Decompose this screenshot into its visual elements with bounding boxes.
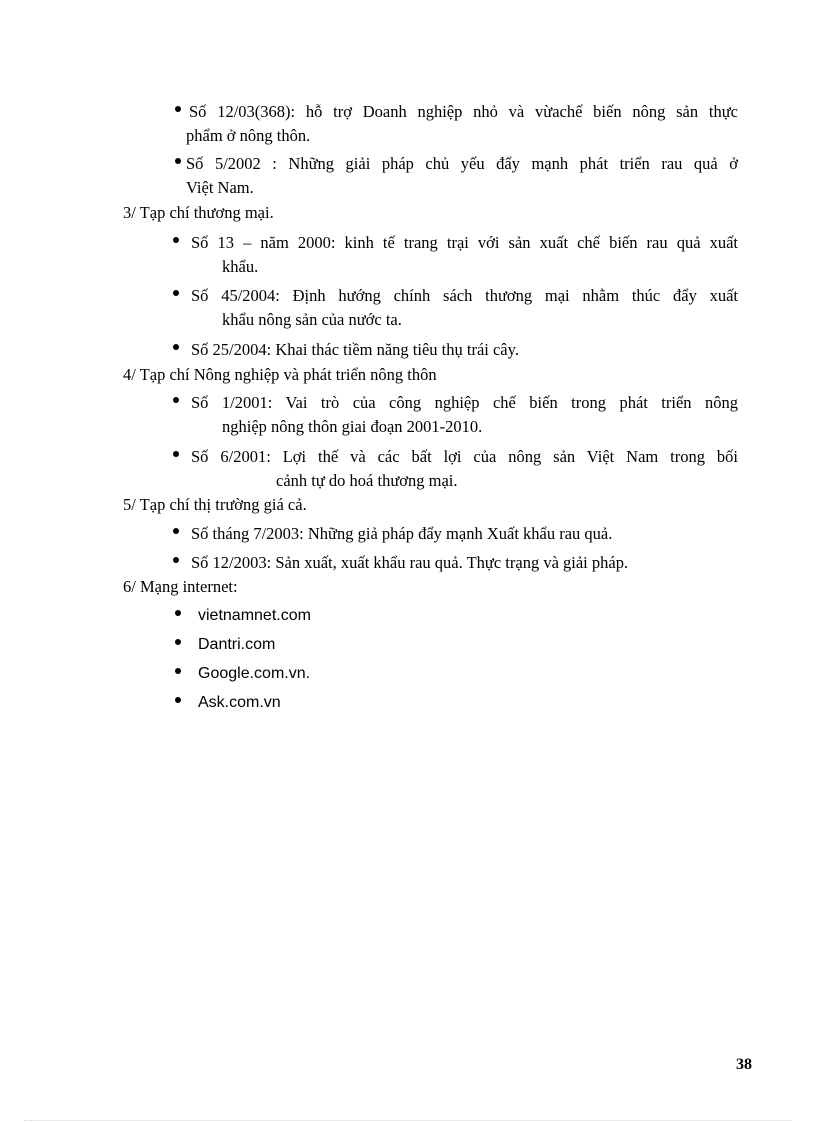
page-number: 38 [736,1056,752,1073]
bullet-icon [175,610,181,616]
list-item-link-text: Dantri.com [198,636,276,653]
list-item-text: Số 6/2001: Lợi thế và các bất lợi của nông sản Việt Nam trong bối [191,447,738,466]
bullet-icon [175,639,181,645]
section-heading: 3/ Tạp chí thương mại. [123,203,274,222]
bullet-icon [175,106,181,112]
section-heading: 5/ Tạp chí thị trường giá cả. [123,495,307,514]
section-heading: 4/ Tạp chí Nông nghiệp và phát triển nông thôn [123,365,437,384]
list-item-text: Số 13 – năm 2000: kinh tế trang trại với sản xuất chế biến rau quả xuất [191,233,738,252]
list-item-text: khẩu nông sản của nước ta. [222,310,402,329]
list-item-text: nghiệp nông thôn giai đoạn 2001-2010. [222,417,483,436]
list-item-text: Số 12/2003: Sản xuất, xuất khẩu rau quả. Thực trạng và giải pháp. [191,553,629,572]
list-item-text: cảnh tự do hoá thương mại. [276,471,458,490]
list-item-text: Số 12/03(368): hỗ trợ Doanh nghiệp nhỏ và vừachế biến nông sản thực [189,102,738,121]
bullet-icon [173,451,179,457]
list-item-text: khẩu. [222,257,259,276]
bullet-icon [173,237,179,243]
bullet-icon [175,697,181,703]
list-item-text: Số 1/2001: Vai trò của công nghiệp chế biến trong phát triển nông [191,393,738,412]
bullet-icon [175,668,181,674]
list-item-text: Số 25/2004: Khai thác tiềm năng tiêu thụ trái cây. [191,340,519,359]
bullet-icon [173,344,179,350]
list-item-text: Số 5/2002 : Những giải pháp chủ yếu đẩy mạnh phát triển rau quả ở [186,154,738,173]
bullet-icon [173,397,179,403]
bullet-icon [173,290,179,296]
list-item-link-text: Google.com.vn. [198,665,311,682]
bullet-icon [175,158,181,164]
bullet-icon [173,528,179,534]
list-item-text: phẩm ở nông thôn. [186,126,311,145]
list-item-text: Số 45/2004: Định hướng chính sách thương mại nhằm thúc đẩy xuất [191,286,738,305]
bullet-icon [173,557,179,563]
list-item-text: Việt Nam. [186,178,254,197]
list-item-text: Số tháng 7/2003: Những giả pháp đẩy mạnh Xuất khẩu rau quả. [191,524,613,543]
page-bottom-divider [24,1120,792,1121]
list-item-link-text: vietnamnet.com [198,607,311,624]
list-item-link-text: Ask.com.vn [198,694,281,711]
section-heading: 6/ Mạng internet: [123,577,238,596]
